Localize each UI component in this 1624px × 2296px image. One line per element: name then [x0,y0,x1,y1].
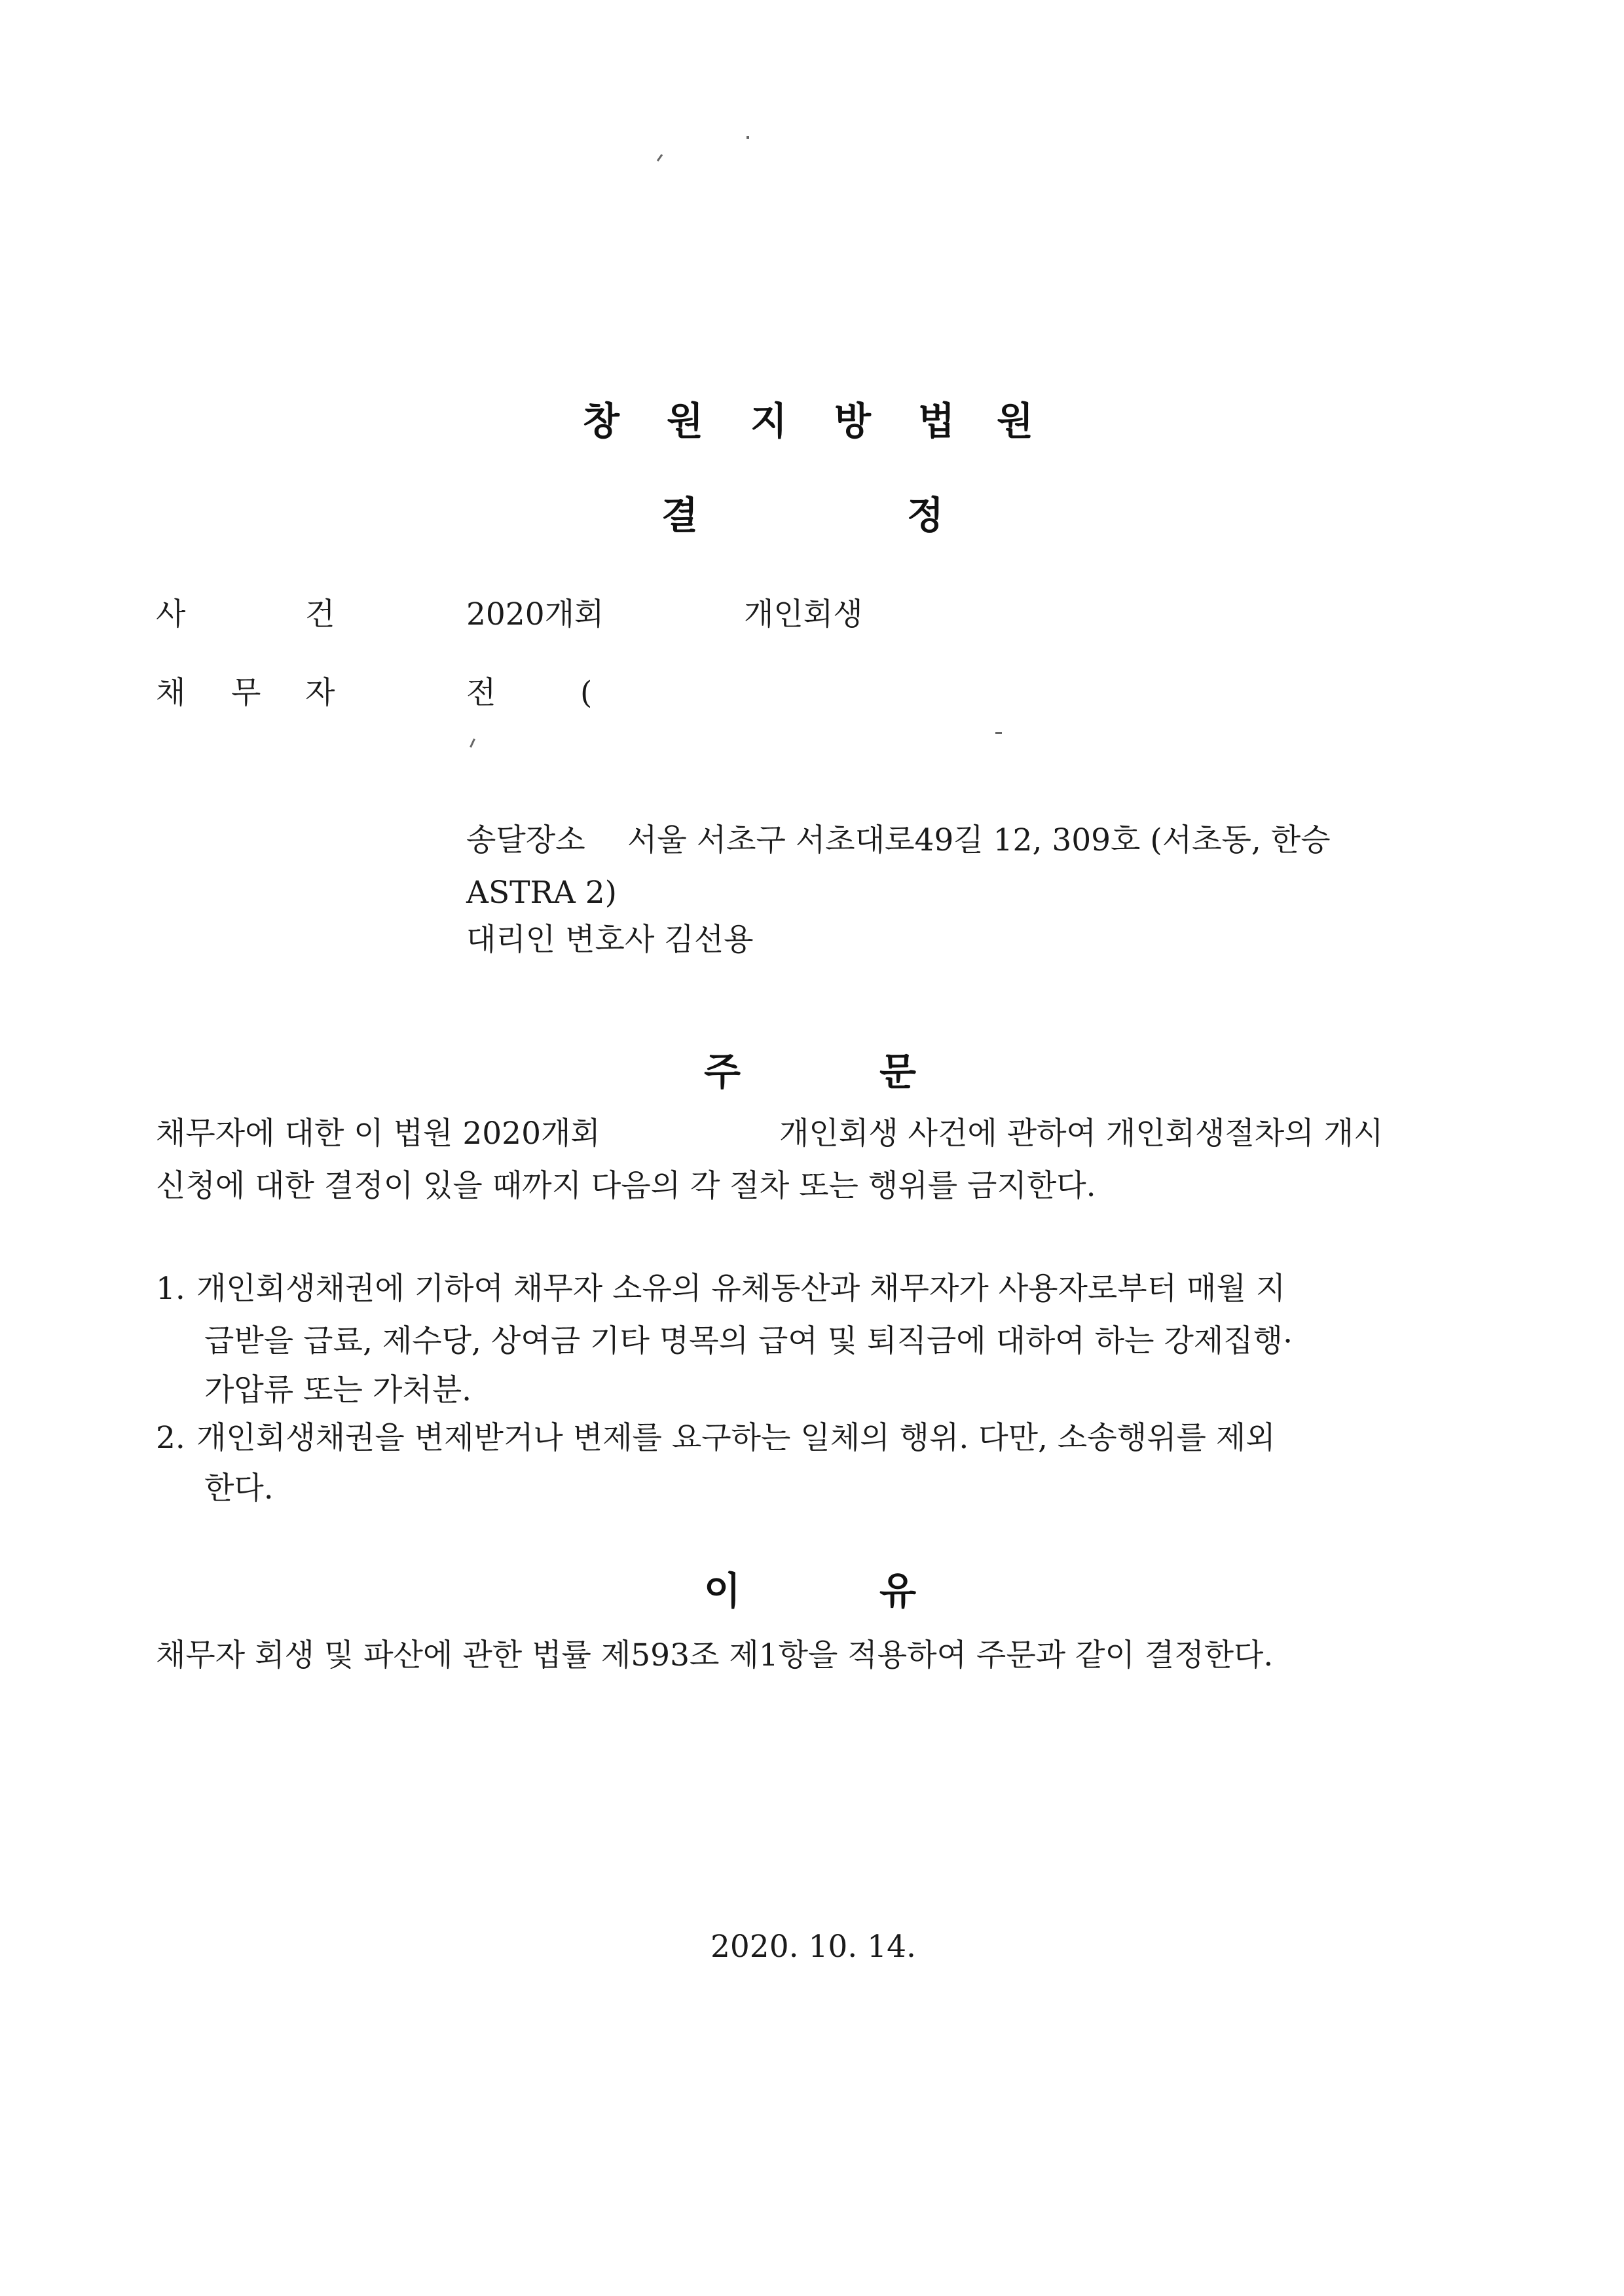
order-item-line: 가압류 또는 가처분. [204,1372,472,1408]
order-item-line: 개인회생채권을 변제받거나 변제를 요구하는 일체의 행위. 다만, 소송행위를 제외 [196,1420,1276,1456]
reason-heading-char: 이 [704,1569,741,1613]
scan-speck [747,136,749,139]
order-heading-char: 문 [879,1049,917,1094]
debtor-paren: ( [580,675,593,711]
case-label-char: 사 [156,596,186,632]
document-type-char: 결 [661,493,699,538]
reason-heading-char: 유 [879,1569,917,1613]
court-name-char: 창 [583,399,620,443]
order-intro-line1: 채무자에 대한 이 법원 2020개회 [156,1116,600,1152]
redaction-mark [995,732,1002,734]
service-label: 송달장소 [466,822,585,858]
service-address-line2: ASTRA 2) [466,875,617,911]
case-label-char: 건 [305,596,335,632]
court-name-char: 원 [997,399,1034,443]
scan-speck [657,154,663,162]
case-type: 개인회생 [744,596,863,632]
agent: 대리인 변호사 김선용 [466,922,754,958]
order-item-line: 급받을 급료, 제수당, 상여금 기타 명목의 급여 및 퇴직금에 대하여 하는 강제집행· [204,1323,1293,1359]
service-address-line1: 서울 서초구 서초대로49길 12, 309호 (서초동, 한승 [627,822,1331,858]
court-name-char: 방 [834,399,872,443]
debtor-label-char: 무 [231,675,261,711]
document-type-char: 정 [907,493,944,538]
redaction-mark [470,738,475,748]
order-heading-char: 주 [704,1049,741,1094]
court-name-char: 법 [918,399,955,443]
reason-text: 채무자 회생 및 파산에 관한 법률 제593조 제1항을 적용하여 주문과 같이 결정한다. [156,1637,1274,1673]
case-number: 2020개회 [466,596,604,632]
order-item-number: 2. [156,1420,185,1456]
order-intro-line1-rest: 개인회생 사건에 관하여 개인회생절차의 개시 [779,1116,1384,1152]
order-intro-line2: 신청에 대한 결정이 있을 때까지 다음의 각 절차 또는 행위를 금지한다. [156,1168,1096,1204]
debtor-label-char: 자 [305,675,335,711]
order-item-line: 한다. [204,1470,274,1506]
order-item-number: 1. [156,1271,185,1307]
court-name-char: 지 [750,399,788,443]
court-name-char: 원 [667,399,704,443]
debtor-label-char: 채 [156,675,186,711]
decision-date: 2020. 10. 14. [710,1929,916,1965]
debtor-name: 전 [466,675,496,711]
order-item-line: 개인회생채권에 기하여 채무자 소유의 유체동산과 채무자가 사용자로부터 매월 지 [196,1271,1286,1307]
